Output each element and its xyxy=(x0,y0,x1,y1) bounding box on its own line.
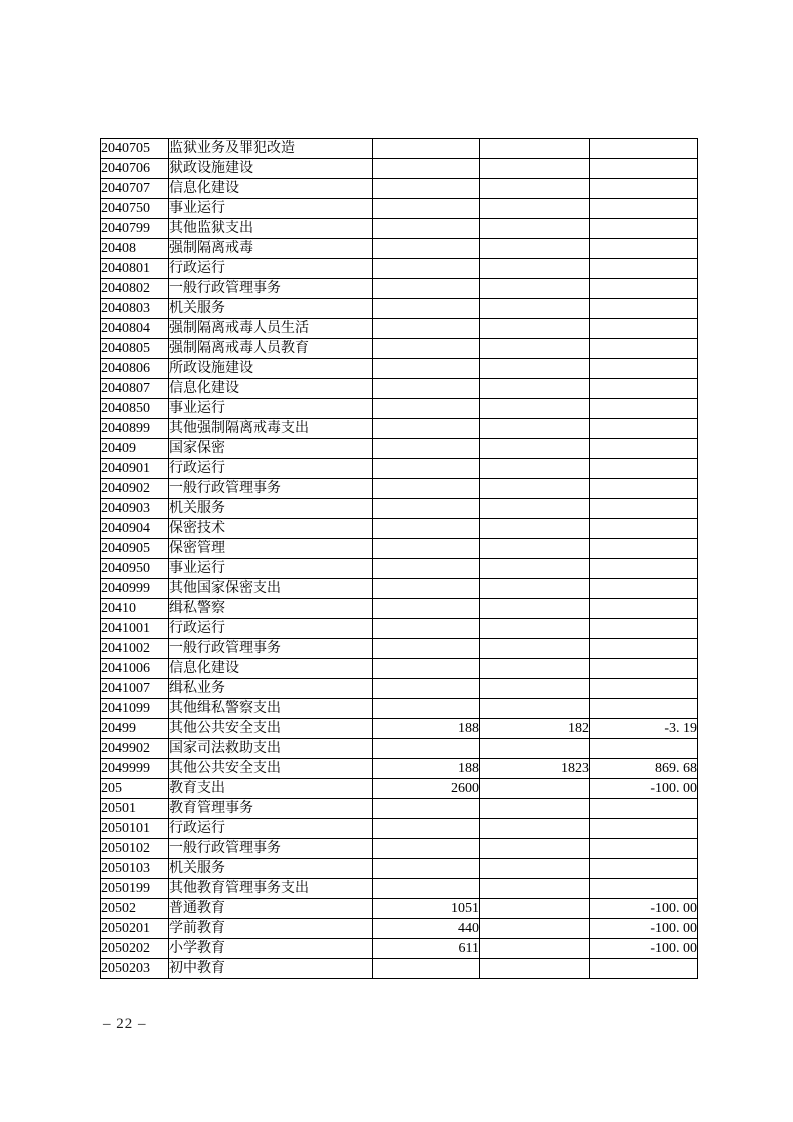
cell-value-3 xyxy=(590,639,698,659)
cell-value-1 xyxy=(373,339,480,359)
cell-value-1 xyxy=(373,739,480,759)
cell-value-1 xyxy=(373,639,480,659)
cell-value-2 xyxy=(480,639,590,659)
cell-value-2 xyxy=(480,899,590,919)
cell-value-2: 1823 xyxy=(480,759,590,779)
cell-name: 强制隔离戒毒人员教育 xyxy=(169,339,373,359)
cell-code: 2040804 xyxy=(101,319,169,339)
cell-value-3 xyxy=(590,339,698,359)
cell-code: 20409 xyxy=(101,439,169,459)
cell-code: 2050201 xyxy=(101,919,169,939)
cell-code: 2050199 xyxy=(101,879,169,899)
cell-name: 信息化建设 xyxy=(169,659,373,679)
cell-value-3 xyxy=(590,359,698,379)
cell-value-3 xyxy=(590,199,698,219)
cell-value-1 xyxy=(373,559,480,579)
cell-name: 缉私警察 xyxy=(169,599,373,619)
cell-code: 2041001 xyxy=(101,619,169,639)
cell-value-1 xyxy=(373,239,480,259)
cell-value-1 xyxy=(373,299,480,319)
cell-value-2 xyxy=(480,239,590,259)
cell-value-2 xyxy=(480,779,590,799)
cell-value-2 xyxy=(480,819,590,839)
table-row xyxy=(101,319,698,339)
cell-value-3 xyxy=(590,219,698,239)
cell-code: 2050103 xyxy=(101,859,169,879)
budget-table xyxy=(100,138,698,979)
cell-code: 2049999 xyxy=(101,759,169,779)
cell-value-1 xyxy=(373,859,480,879)
cell-name: 初中教育 xyxy=(169,959,373,979)
table-row xyxy=(101,879,698,899)
table-row xyxy=(101,399,698,419)
table-row xyxy=(101,259,698,279)
cell-value-3: -3. 19 xyxy=(590,719,698,739)
cell-value-2 xyxy=(480,859,590,879)
cell-name: 事业运行 xyxy=(169,199,373,219)
cell-value-3 xyxy=(590,859,698,879)
cell-value-2 xyxy=(480,519,590,539)
cell-name: 行政运行 xyxy=(169,619,373,639)
cell-code: 2040901 xyxy=(101,459,169,479)
cell-name: 教育支出 xyxy=(169,779,373,799)
cell-name: 缉私业务 xyxy=(169,679,373,699)
cell-name: 信息化建设 xyxy=(169,379,373,399)
cell-value-2 xyxy=(480,559,590,579)
cell-value-2 xyxy=(480,699,590,719)
table-row xyxy=(101,799,698,819)
cell-value-1 xyxy=(373,659,480,679)
cell-name: 机关服务 xyxy=(169,499,373,519)
cell-value-2 xyxy=(480,179,590,199)
table-row xyxy=(101,959,698,979)
cell-value-1 xyxy=(373,579,480,599)
table-row xyxy=(101,659,698,679)
cell-value-1: 1051 xyxy=(373,899,480,919)
cell-value-1: 611 xyxy=(373,939,480,959)
cell-value-1 xyxy=(373,459,480,479)
cell-code: 2040999 xyxy=(101,579,169,599)
cell-name: 普通教育 xyxy=(169,899,373,919)
cell-name: 教育管理事务 xyxy=(169,799,373,819)
cell-value-2 xyxy=(480,339,590,359)
cell-code: 2040807 xyxy=(101,379,169,399)
cell-code: 205 xyxy=(101,779,169,799)
cell-value-1 xyxy=(373,219,480,239)
cell-code: 2040803 xyxy=(101,299,169,319)
table-row xyxy=(101,519,698,539)
page-number: – 22 – xyxy=(103,1016,147,1032)
cell-value-2 xyxy=(480,939,590,959)
cell-value-1: 440 xyxy=(373,919,480,939)
cell-name: 国家司法救助支出 xyxy=(169,739,373,759)
cell-name: 强制隔离戒毒人员生活 xyxy=(169,319,373,339)
cell-value-3 xyxy=(590,299,698,319)
cell-value-1 xyxy=(373,959,480,979)
cell-code: 2050102 xyxy=(101,839,169,859)
cell-value-3 xyxy=(590,319,698,339)
table-row xyxy=(101,199,698,219)
cell-value-1 xyxy=(373,259,480,279)
cell-code: 2040799 xyxy=(101,219,169,239)
cell-value-3: -100. 00 xyxy=(590,939,698,959)
cell-code: 2040802 xyxy=(101,279,169,299)
cell-value-1 xyxy=(373,679,480,699)
cell-name: 机关服务 xyxy=(169,299,373,319)
cell-name: 保密管理 xyxy=(169,539,373,559)
cell-value-2 xyxy=(480,419,590,439)
cell-name: 其他监狱支出 xyxy=(169,219,373,239)
cell-name: 一般行政管理事务 xyxy=(169,479,373,499)
cell-value-2 xyxy=(480,439,590,459)
table-row xyxy=(101,579,698,599)
cell-value-1 xyxy=(373,699,480,719)
cell-value-1: 188 xyxy=(373,719,480,739)
table-row xyxy=(101,159,698,179)
cell-value-3 xyxy=(590,539,698,559)
cell-value-1 xyxy=(373,519,480,539)
cell-name: 其他公共安全支出 xyxy=(169,759,373,779)
cell-code: 2040706 xyxy=(101,159,169,179)
cell-value-1 xyxy=(373,499,480,519)
table-row xyxy=(101,539,698,559)
cell-value-1 xyxy=(373,479,480,499)
cell-code: 2040850 xyxy=(101,399,169,419)
cell-code: 2040899 xyxy=(101,419,169,439)
cell-code: 2040705 xyxy=(101,139,169,159)
cell-code: 20502 xyxy=(101,899,169,919)
cell-value-2 xyxy=(480,879,590,899)
cell-name: 国家保密 xyxy=(169,439,373,459)
cell-value-3 xyxy=(590,879,698,899)
table-row xyxy=(101,379,698,399)
cell-value-2 xyxy=(480,739,590,759)
table-row xyxy=(101,419,698,439)
table-row xyxy=(101,619,698,639)
cell-value-1 xyxy=(373,319,480,339)
table-row xyxy=(101,179,698,199)
cell-code: 2040904 xyxy=(101,519,169,539)
cell-name: 小学教育 xyxy=(169,939,373,959)
cell-name: 强制隔离戒毒 xyxy=(169,239,373,259)
table-row xyxy=(101,719,698,739)
cell-value-2 xyxy=(480,199,590,219)
cell-value-2 xyxy=(480,279,590,299)
cell-value-3 xyxy=(590,399,698,419)
cell-value-3 xyxy=(590,799,698,819)
cell-name: 一般行政管理事务 xyxy=(169,639,373,659)
cell-value-1 xyxy=(373,279,480,299)
cell-value-3 xyxy=(590,279,698,299)
cell-value-2 xyxy=(480,459,590,479)
cell-name: 行政运行 xyxy=(169,819,373,839)
cell-value-2: 182 xyxy=(480,719,590,739)
cell-value-3 xyxy=(590,479,698,499)
cell-value-2 xyxy=(480,499,590,519)
table-row xyxy=(101,819,698,839)
cell-code: 2041007 xyxy=(101,679,169,699)
table-row xyxy=(101,219,698,239)
cell-name: 一般行政管理事务 xyxy=(169,279,373,299)
cell-value-2 xyxy=(480,399,590,419)
cell-code: 2040903 xyxy=(101,499,169,519)
table-row xyxy=(101,479,698,499)
cell-value-2 xyxy=(480,579,590,599)
cell-code: 2040905 xyxy=(101,539,169,559)
cell-value-1 xyxy=(373,599,480,619)
cell-name: 其他公共安全支出 xyxy=(169,719,373,739)
cell-code: 2040707 xyxy=(101,179,169,199)
cell-value-2 xyxy=(480,299,590,319)
cell-value-1 xyxy=(373,439,480,459)
cell-value-3 xyxy=(590,679,698,699)
cell-value-2 xyxy=(480,959,590,979)
cell-value-2 xyxy=(480,379,590,399)
cell-code: 2050101 xyxy=(101,819,169,839)
table-row xyxy=(101,459,698,479)
cell-value-3 xyxy=(590,179,698,199)
cell-code: 2040950 xyxy=(101,559,169,579)
cell-value-1 xyxy=(373,179,480,199)
cell-value-3: -100. 00 xyxy=(590,899,698,919)
table-row xyxy=(101,899,698,919)
cell-value-2 xyxy=(480,219,590,239)
table-row xyxy=(101,599,698,619)
table-row xyxy=(101,739,698,759)
cell-code: 20410 xyxy=(101,599,169,619)
cell-name: 学前教育 xyxy=(169,919,373,939)
table-row xyxy=(101,439,698,459)
cell-value-3 xyxy=(590,459,698,479)
cell-code: 2040750 xyxy=(101,199,169,219)
cell-code: 2041006 xyxy=(101,659,169,679)
cell-value-1 xyxy=(373,359,480,379)
cell-name: 狱政设施建设 xyxy=(169,159,373,179)
table-row xyxy=(101,639,698,659)
cell-value-3 xyxy=(590,519,698,539)
cell-value-3 xyxy=(590,239,698,259)
cell-value-2 xyxy=(480,799,590,819)
table-row xyxy=(101,859,698,879)
cell-value-1 xyxy=(373,139,480,159)
cell-value-1 xyxy=(373,799,480,819)
table-row xyxy=(101,239,698,259)
cell-value-2 xyxy=(480,659,590,679)
cell-name: 信息化建设 xyxy=(169,179,373,199)
cell-name: 一般行政管理事务 xyxy=(169,839,373,859)
cell-value-3 xyxy=(590,819,698,839)
cell-code: 2050203 xyxy=(101,959,169,979)
cell-value-1: 188 xyxy=(373,759,480,779)
cell-value-3: -100. 00 xyxy=(590,779,698,799)
cell-name: 其他教育管理事务支出 xyxy=(169,879,373,899)
cell-name: 监狱业务及罪犯改造 xyxy=(169,139,373,159)
cell-code: 2040801 xyxy=(101,259,169,279)
cell-value-3 xyxy=(590,699,698,719)
cell-value-3 xyxy=(590,419,698,439)
cell-value-3 xyxy=(590,619,698,639)
cell-value-3: -100. 00 xyxy=(590,919,698,939)
cell-value-3 xyxy=(590,139,698,159)
cell-value-1 xyxy=(373,819,480,839)
cell-value-2 xyxy=(480,479,590,499)
cell-name: 行政运行 xyxy=(169,259,373,279)
cell-value-2 xyxy=(480,259,590,279)
table-row xyxy=(101,919,698,939)
table-row xyxy=(101,839,698,859)
cell-value-3 xyxy=(590,159,698,179)
cell-value-1 xyxy=(373,379,480,399)
cell-code: 2049902 xyxy=(101,739,169,759)
cell-code: 20499 xyxy=(101,719,169,739)
cell-value-3 xyxy=(590,599,698,619)
table-row xyxy=(101,699,698,719)
table-row xyxy=(101,279,698,299)
budget-table-body xyxy=(101,139,698,979)
cell-name: 所政设施建设 xyxy=(169,359,373,379)
cell-code: 2040805 xyxy=(101,339,169,359)
cell-value-3 xyxy=(590,439,698,459)
cell-value-3: 869. 68 xyxy=(590,759,698,779)
cell-name: 其他国家保密支出 xyxy=(169,579,373,599)
cell-name: 其他缉私警察支出 xyxy=(169,699,373,719)
cell-name: 事业运行 xyxy=(169,399,373,419)
cell-code: 20501 xyxy=(101,799,169,819)
cell-value-1 xyxy=(373,159,480,179)
cell-value-2 xyxy=(480,919,590,939)
cell-value-1 xyxy=(373,419,480,439)
cell-code: 2050202 xyxy=(101,939,169,959)
table-row xyxy=(101,139,698,159)
cell-value-3 xyxy=(590,839,698,859)
cell-value-1 xyxy=(373,399,480,419)
cell-value-1: 2600 xyxy=(373,779,480,799)
cell-name: 其他强制隔离戒毒支出 xyxy=(169,419,373,439)
cell-value-1 xyxy=(373,879,480,899)
table-row xyxy=(101,359,698,379)
cell-code: 20408 xyxy=(101,239,169,259)
cell-value-3 xyxy=(590,259,698,279)
cell-value-3 xyxy=(590,379,698,399)
cell-value-2 xyxy=(480,159,590,179)
table-row xyxy=(101,759,698,779)
cell-value-2 xyxy=(480,539,590,559)
cell-name: 机关服务 xyxy=(169,859,373,879)
cell-value-1 xyxy=(373,199,480,219)
cell-value-2 xyxy=(480,839,590,859)
cell-value-3 xyxy=(590,499,698,519)
table-row xyxy=(101,339,698,359)
cell-value-2 xyxy=(480,319,590,339)
cell-code: 2040902 xyxy=(101,479,169,499)
table-row xyxy=(101,939,698,959)
cell-value-2 xyxy=(480,619,590,639)
table-row xyxy=(101,779,698,799)
cell-code: 2041099 xyxy=(101,699,169,719)
cell-value-3 xyxy=(590,659,698,679)
cell-code: 2040806 xyxy=(101,359,169,379)
cell-value-2 xyxy=(480,359,590,379)
cell-value-1 xyxy=(373,839,480,859)
cell-name: 保密技术 xyxy=(169,519,373,539)
cell-value-2 xyxy=(480,139,590,159)
table-row xyxy=(101,559,698,579)
table-row xyxy=(101,299,698,319)
table-row xyxy=(101,499,698,519)
cell-value-3 xyxy=(590,559,698,579)
cell-value-1 xyxy=(373,619,480,639)
cell-code: 2041002 xyxy=(101,639,169,659)
cell-value-3 xyxy=(590,739,698,759)
cell-value-3 xyxy=(590,959,698,979)
cell-value-1 xyxy=(373,539,480,559)
cell-value-2 xyxy=(480,679,590,699)
cell-name: 事业运行 xyxy=(169,559,373,579)
table-row xyxy=(101,679,698,699)
cell-value-2 xyxy=(480,599,590,619)
cell-name: 行政运行 xyxy=(169,459,373,479)
cell-value-3 xyxy=(590,579,698,599)
